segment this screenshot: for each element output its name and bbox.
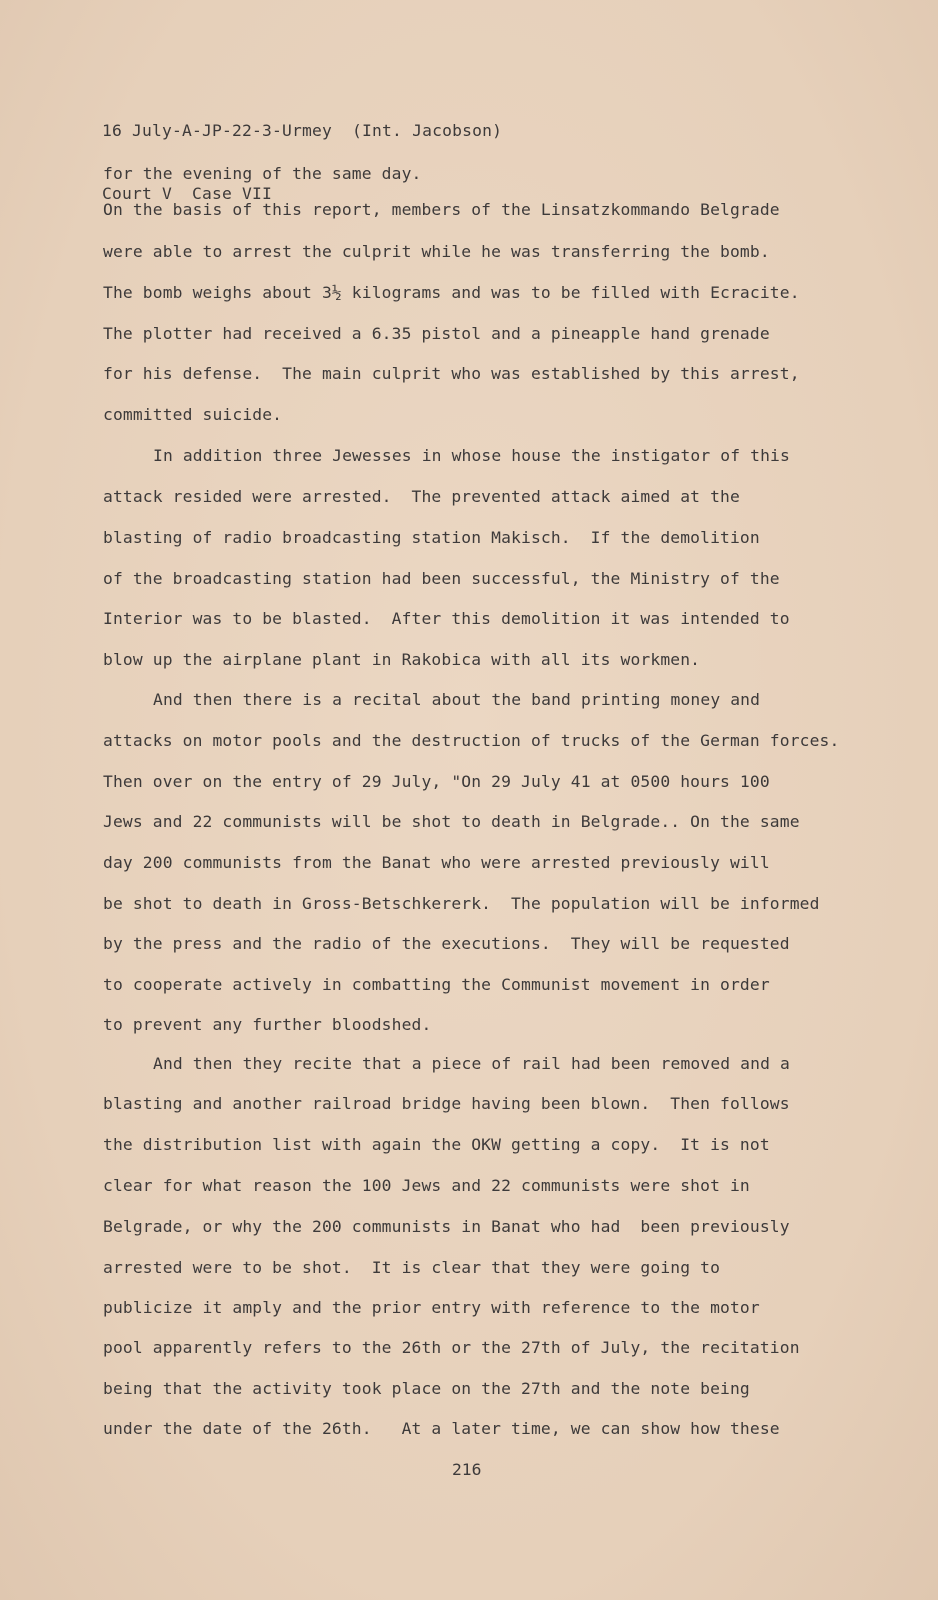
body-line: arrested were to be shot. It is clear that they were going to [103, 1258, 721, 1277]
body-line: being that the activity took place on the 27th and the note being [103, 1379, 750, 1398]
page-number: 216 [452, 1460, 482, 1479]
document-header [102, 78, 502, 246]
body-line: of the broadcasting station had been successful, the Ministry of the [103, 569, 780, 588]
body-line: Jews and 22 communists will be shot to death in Belgrade.. On the same [103, 812, 800, 831]
body-line: were able to arrest the culprit while he was transferring the bomb. [103, 242, 770, 261]
body-line: Belgrade, or why the 200 communists in Banat who had been previously [103, 1217, 790, 1236]
body-line: for his defense. The main culprit who was established by this arrest, [103, 364, 800, 383]
body-line: blasting of radio broadcasting station Makisch. If the demolition [103, 528, 760, 547]
body-line: The plotter had received a 6.35 pistol and a pineapple hand grenade [103, 324, 770, 343]
body-line: blow up the airplane plant in Rakobica with all its workmen. [103, 650, 701, 669]
paragraph-start-line: In addition three Jewesses in whose house the instigator of this [153, 446, 790, 465]
body-line: committed suicide. [103, 405, 283, 424]
header-line-2: Court V Case VII [102, 184, 273, 203]
body-line: be shot to death in Gross-Betschkererk. The population will be informed [103, 894, 820, 913]
body-line: The bomb weighs about 3½ kilograms and was to be filled with Ecracite. [103, 283, 800, 302]
body-line: Interior was to be blasted. After this demolition it was intended to [103, 609, 790, 628]
body-line: to prevent any further bloodshed. [103, 1015, 432, 1034]
body-line: under the date of the 26th. At a later time, we can show how these [103, 1419, 780, 1438]
body-line: On the basis of this report, members of the Linsatzkommando Belgrade [103, 200, 780, 219]
body-line: blasting and another railroad bridge having been blown. Then follows [103, 1094, 790, 1113]
body-line: to cooperate actively in combatting the Communist movement in order [103, 975, 770, 994]
body-line: for the evening of the same day. [103, 164, 422, 183]
body-line: day 200 communists from the Banat who were arrested previously will [103, 853, 770, 872]
body-line: Then over on the entry of 29 July, "On 29 July 41 at 0500 hours 100 [103, 772, 770, 791]
body-line: clear for what reason the 100 Jews and 22 communists were shot in [103, 1176, 750, 1195]
paragraph-start-line: And then they recite that a piece of rail had been removed and a [153, 1054, 790, 1073]
body-line: the distribution list with again the OKW getting a copy. It is not [103, 1135, 770, 1154]
body-line: publicize it amply and the prior entry with reference to the motor [103, 1298, 760, 1317]
body-line: attack resided were arrested. The prevented attack aimed at the [103, 487, 740, 506]
paragraph-start-line: And then there is a recital about the band printing money and [153, 690, 761, 709]
body-line: attacks on motor pools and the destruction of trucks of the German forces. [103, 731, 840, 750]
body-line: by the press and the radio of the executions. They will be requested [103, 934, 790, 953]
header-line-1: 16 July-A-JP-22-3-Urmey (Int. Jacobson) [102, 121, 503, 140]
body-line: pool apparently refers to the 26th or the 27th of July, the recitation [103, 1338, 800, 1357]
